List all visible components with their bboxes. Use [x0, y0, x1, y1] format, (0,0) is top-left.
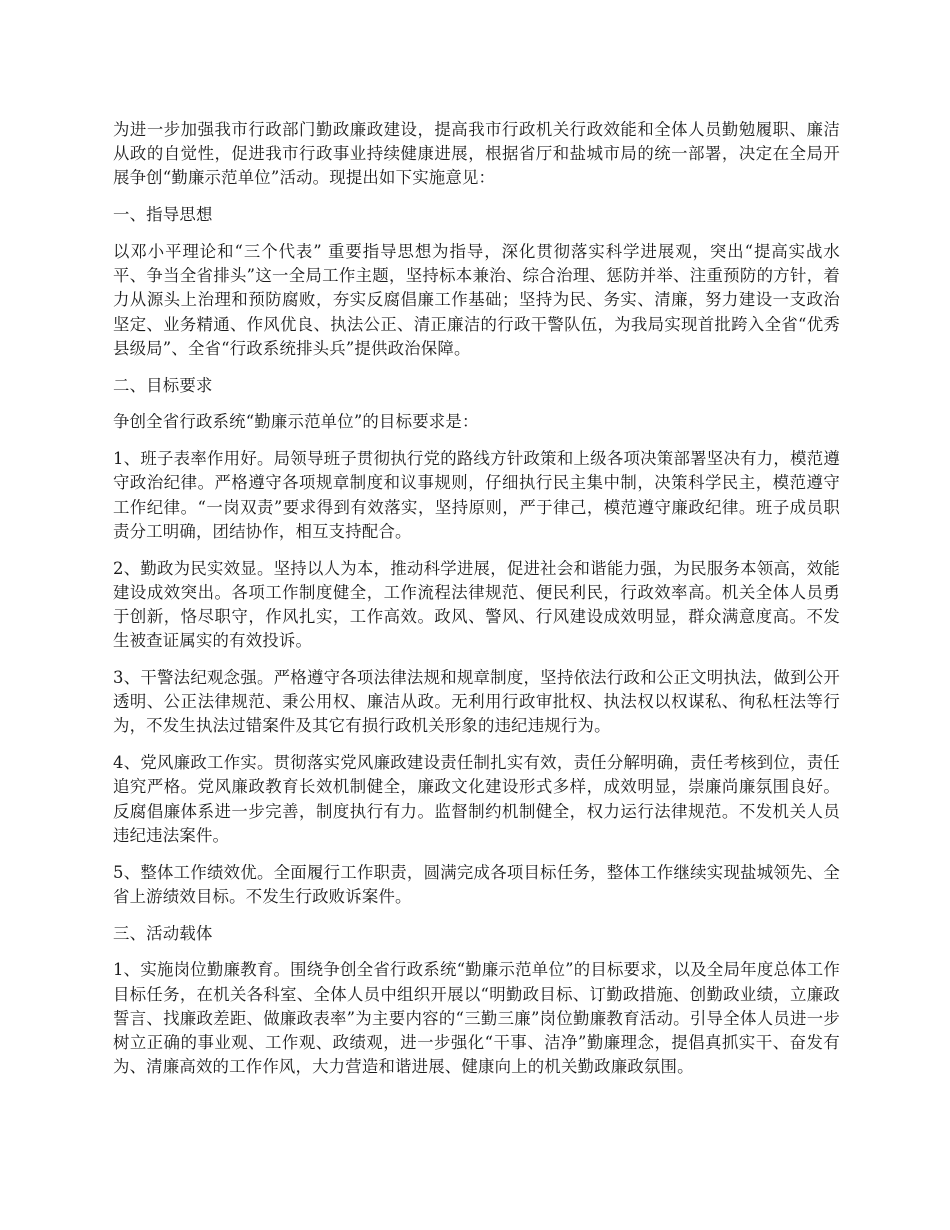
goal-item-1: 1、班子表率作用好。局领导班子贯彻执行党的路线方针政策和上级各项决策部署坚决有力，模范遵守政治纪律。严格遵守各项规章制度和议事规则，仔细执行民主集中制，决策科学民主，模范遵守工作纪律。“一岗双责”要求得到有效落实，坚持原则，严于律己，模范遵守廉政纪律。班子成员职责分工明确，团结协作，相互支持配合。: [113, 449, 840, 541]
guiding-thought-paragraph: 以邓小平理论和“三个代表” 重要指导思想为指导，深化贯彻落实科学进展观，突出“提高实战水平、争当全省排头”这一全局工作主题，坚持标本兼治、综合治理、惩防并举、注重预防的方针，着力从源头上治理和预防腐败，夯实反腐倡廉工作基础；坚持为民、务实、清廉，努力建设一支政治坚定、业务精通、作风优良、执法公正、清正廉洁的行政干警队伍，为我局实现首批跨入全省“优秀县级局”、全省“行政系统排头兵”提供政治保障。: [113, 242, 840, 358]
goal-item-2: 2、勤政为民实效显。坚持以人为本，推动科学进展，促进社会和谐能力强，为民服务本领高，效能建设成效突出。各项工作制度健全，工作流程法律规范、便民利民，行政效率高。机关全体人员勇于创新，恪尽职守，作风扎实，工作高效。政风、警风、行风建设成效明显，群众满意度高。不发生被查证属实的有效投诉。: [113, 558, 840, 651]
intro-paragraph: 为进一步加强我市行政部门勤政廉政建设，提高我市行政机关行政效能和全体人员勤勉履职、廉洁从政的自觉性，促进我市行政事业持续健康进展，根据省厅和盐城市局的统一部署，决定在全局开展争创“勤廉示范单位”活动。现提出如下实施意见：: [113, 120, 840, 188]
goals-intro-paragraph: 争创全省行政系统“勤廉示范单位”的目标要求是：: [113, 412, 479, 432]
document-page: [113, 118, 840, 1092]
goal-item-4: 4、党风廉政工作实。贯彻落实党风廉政建设责任制扎实有效，责任分解明确，责任考核到位，责任追究严格。党风廉政教育长效机制健全，廉政文化建设形式多样，成效明显，崇廉尚廉氛围良好。反腐倡廉体系进一步完善，制度执行有力。监督制约机制健全，权力运行法律规范。不发机关人员违纪违法案件。: [113, 753, 840, 845]
section-heading-guiding-thought: 一、指导思想: [113, 205, 213, 225]
goal-item-3: 3、干警法纪观念强。严格遵守各项法律法规和规章制度，坚持依法行政和公正文明执法，做到公开透明、公正法律规范、秉公用权、廉洁从政。无利用行政审批权、执法权以权谋私、徇私枉法等行为，不发生执法过错案件及其它有损行政机关形象的违纪违规行为。: [113, 668, 840, 736]
section-heading-goals: 二、目标要求: [113, 375, 213, 395]
section-heading-activities: 三、活动载体: [113, 923, 213, 943]
activity-item-1: 1、实施岗位勤廉教育。围绕争创全省行政系统“勤廉示范单位”的目标要求，以及全局年度总体工作目标任务，在机关各科室、全体人员中组织开展以“明勤政目标、订勤政措施、创勤政业绩，立廉政誓言、找廉政差距、做廉政表率”为主要内容的“三勤三廉”岗位勤廉教育活动。引导全体人员进一步树立正确的事业观、工作观、政绩观，进一步强化“干事、洁净”勤廉理念，提倡真抓实干、奋发有为、清廉高效的工作作风，大力营造和谐进展、健康向上的机关勤政廉政氛围。: [113, 960, 840, 1077]
goal-item-5: 5、整体工作绩效优。全面履行工作职责，圆满完成各项目标任务，整体工作继续实现盐城领先、全省上游绩效目标。不发生行政败诉案件。: [113, 862, 840, 906]
